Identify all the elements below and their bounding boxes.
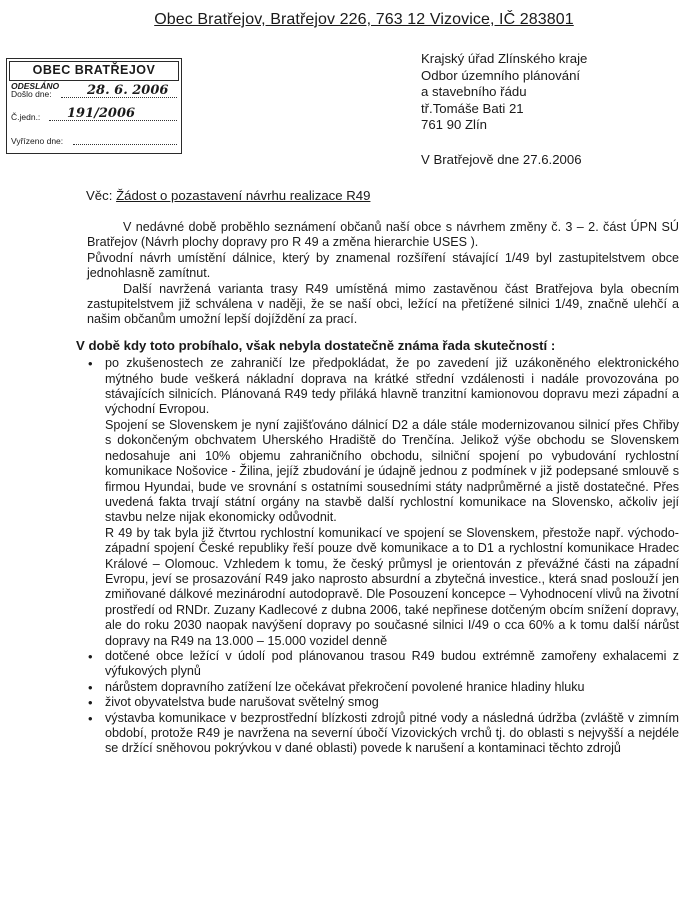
- subject-text: Žádost o pozastavení návrhu realizace R49: [116, 188, 371, 203]
- subject-line: [86, 188, 370, 203]
- stamp-number-handwritten: 191/2006: [67, 106, 136, 121]
- address-line: a stavebního řádu: [421, 84, 527, 100]
- address-line: Odbor územního plánování: [421, 67, 581, 83]
- registry-stamp: [6, 58, 182, 154]
- bullet-paragraph: • po zkušenostech ze zahraničí lze předpokládat, že po zavedení již uzákoněného elektronického mýtného bude veškerá nákladní doprava na krátké střední vzdálenosti i nadále provozována po stávajících silnicích. Plánovaná R49 tedy přiláká hlavně tranzitní kamionovou dopravu mezi západní a východní Evropou.: [105, 356, 679, 417]
- bullet-item: [105, 680, 679, 695]
- bullet-item: [105, 649, 679, 680]
- bullet-paragraph: Spojení se Slovenskem je nyní zajišťováno dálnicí D2 a dále stále modernizovanou silnicí přes Chřiby s dokončeným obchvatem Uherského Hradiště do Trenčína. Jelikož výše obchodu se Slovenskem nedosahuje ani 10% objemu zahraničního obchodu, silniční spojení po vybudování rychlostní komunikace Nošovice - Žilina, jejíž zbudování je údajně jednou z podmínek v již podepsané smlouvě s firmou Hyundai, bude ve srovnání s ostatními sousedními státy nadprůměrné a jistě dostatečné. Přes uvedená fakta trvají státní orgány na stavbě další rychlostní komunikace na Slovensko, ačkoliv její stavbu nelze nijak ekonomicky odůvodnit.: [105, 417, 679, 525]
- stamp-number-row: [11, 107, 177, 123]
- letter-body: [76, 220, 679, 757]
- body-paragraph: Další navržená varianta trasy R49 umístěná mimo zastavěnou část Bratřejova byla obecním zastupitelstvem již schválena v naději, že se naší obci, ležící na přetížené silnici 1/49, značně ulehčí a našim občanům umožní lepší dojíždění za prací.: [87, 281, 679, 327]
- address-line: tř.Tomáše Bati 21: [421, 100, 524, 116]
- body-paragraph: V nedávné době proběhlo seznámení občanů naší obce s návrhem změny č. 3 – 2. část ÚPN SÚ Bratřejov (Návrh plochy dopravy pro R 49 a změna hierarchie USES ).: [87, 220, 679, 250]
- bullet-item: [105, 356, 679, 649]
- stamp-number-label: Č.jedn.:: [11, 112, 41, 122]
- bullet-list: [87, 356, 679, 757]
- recipient-address: [421, 51, 587, 134]
- bullet-paragraph: • výstavba komunikace v bezprostřední blízkosti zdrojů pitné vody a následná údržba (zvláště v zimním období, protože R49 je navržena na severní úbočí Vizovických vrchů tj. do oblasti s nejvyšší a nejdéle se držící sněhovou pokrývkou v dané oblasti) povede k narušení a kontaminaci těchto zdrojů: [105, 710, 679, 756]
- bullet-paragraph: • život obyvatelstva bude narušovat světelný smog: [105, 695, 379, 710]
- stamp-date-handwritten: 28. 6. 2006: [87, 83, 169, 98]
- bullet-paragraph: R 49 by tak byla již čtvrtou rychlostní komunikací ve spojení se Slovenskem, přestože např. východo-západní spojení České republiky řeší pouze dvě komunikace a to D1 a rychlostní komunikace Hradec Králové – Olomouc. Vzhledem k tomu, že český průmysl je orientován z převážné části na západní Evropu, jeví se prosazování R49 jako naprosto absurdní a zbytečná investice., která snad poslouží jen zmiňované dálkové mezinárodní autodopravě. Dle Posouzení koncepce – Vyhodnocení vlivů na životní prostředí od RNDr. Zuzany Kadlecové z dubna 2006, také nepřinese dotčeným obcím snížení dopravy, ale do roku 2030 naopak navýšení dopravy po současné silnici I/49 o cca 60% a k tomu další nárůst dopravy na R49 na 13.000 – 15.000 vozidel denně: [105, 525, 679, 648]
- date-line: V Bratřejově dne 27.6.2006: [421, 152, 582, 167]
- stamp-received-label: Došlo dne:: [11, 89, 52, 99]
- stamp-received-row: [11, 81, 177, 100]
- address-line: Krajský úřad Zlínského kraje: [421, 51, 588, 66]
- stamp-title: OBEC BRATŘEJOV: [9, 61, 179, 81]
- address-line: 761 90 Zlín: [421, 117, 487, 133]
- bullet-item: [105, 695, 679, 710]
- section-heading: V době kdy toto probíhalo, však nebyla dostatečně známa řada skutečností :: [76, 337, 556, 353]
- stamp-sent-label: ODESLÁNO: [11, 81, 60, 91]
- stamp-handled-label: Vyřízeno dne:: [11, 136, 64, 146]
- bullet-paragraph: • dotčené obce ležící v údolí pod plánovanou trasou R49 budou extrémně zamořeny exhalacemi z výfukových plynů: [105, 648, 679, 679]
- bullet-item: [105, 711, 679, 757]
- stamp-dotted-line: [73, 144, 177, 145]
- subject-label: Věc:: [86, 188, 117, 203]
- letterhead: Obec Bratřejov, Bratřejov 226, 763 12 Vizovice, IČ 283801: [154, 11, 574, 28]
- stamp-handled-row: [11, 131, 177, 147]
- bullet-paragraph: • nárůstem dopravního zatížení lze očekávat překročení povolené hranice hladiny hluku: [105, 679, 585, 694]
- body-paragraph: Původní návrh umístění dálnice, který by znamenal rozšíření stávající 1/49 byl zastupitelstvem obce jednohlasně zamítnut.: [87, 250, 679, 281]
